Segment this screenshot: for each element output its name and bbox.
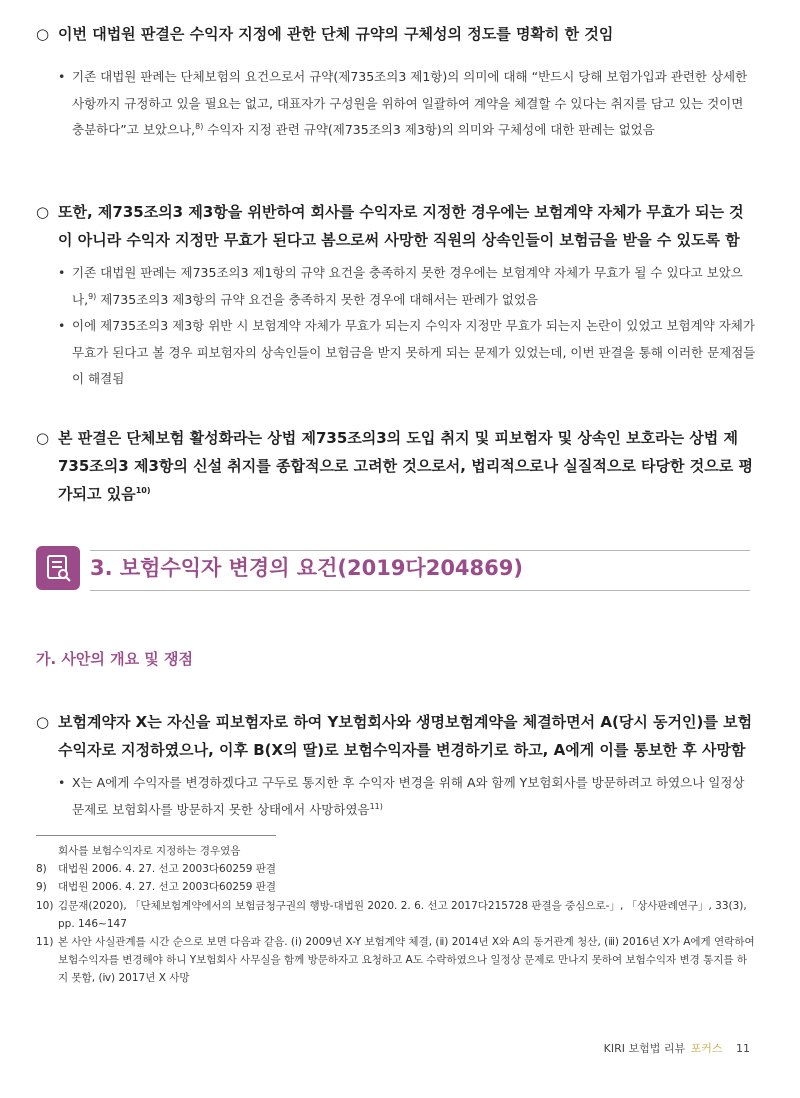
list-item: • 기존 대법원 판례는 제735조의3 제1항의 규약 요건을 충족하지 못한 경우에는 보험계약 자체가 무효가 될 수 있다고 보았으나,$^{9)}$ 제735조의3 제3항의 규약 요건을 충족하지 못한 경우에 대해서는 판례가 없었음 [36,260,756,313]
paragraph-1-bullets [36,64,756,144]
dot-bullet-icon: • [58,775,66,790]
footnote-ref[interactable]: 9) [88,291,97,301]
footnote-ref[interactable]: 11) [369,801,383,811]
paragraph-2-bullets [36,260,756,393]
section-header [36,540,750,594]
footnote-9: 9) 대법원 2006. 4. 27. 선고 2003다60259 판결 [36,881,277,894]
list-item: • 이에 제735조의3 제3항 위반 시 보험계약 자체가 무효가 되는지 수익자 지정만 무효가 되는지 논란이 있었고 보험계약 자체가 무효가 된다고 볼 경우 피보험자의 상속인들이 보험금을 받지 못하게 되는 문제가 있었는데, 이번 판결을 통해 이러한 문제점들이 해결됨 [36,313,756,393]
section-title: 3. 보험수익자 변경의 요건(2019다204869) [90,556,523,580]
paragraph-1 [36,20,756,48]
footnotes [36,842,756,988]
footnote-ref[interactable]: 10) [135,486,151,495]
footnote-continuation: 회사를 보험수익자로 지정하는 경우였음 [58,845,241,857]
subheading: 가. 사안의 개요 및 쟁점 [36,650,193,668]
paragraph-3-text: 본 판결은 단체보험 활성화라는 상법 제735조의3의 도입 취지 및 피보험자 및 상속인 보호라는 상법 제735조의3 제3항의 신설 취지를 종합적으로 고려한 것으로서, 법리적으로나 실질적으로 타당한 것으로 평가되고 있음 [58,429,753,503]
section-bottom-rule [90,590,750,591]
document-search-icon [36,546,80,590]
section-top-rule [90,550,750,551]
footnote-11: 11) 본 사안 사실관계를 시간 순으로 보면 다음과 같음. (ⅰ) 2009년 X-Y 보험계약 체결, (ⅱ) 2014년 X와 A의 동거관계 청산, (ⅲ) 2016년 X가 A에게 연락하여 보험수익자를 변경해야 하니 Y보험회사 사무실을 함께 방문하자고 요청하고 A도 수락하였으나 일정상 문제로 만나지 못하여 보험수익자 변경 통지를 하지 못함, (ⅳ) 2017년 X 사망 [36,936,755,985]
circle-bullet-icon: ○ [36,429,50,447]
footnote-10: 10) 김문재(2020), 「단체보험계약에서의 보험금청구권의 행방-대법원 2020. 2. 6. 선고 2017다215728 판결을 중심으로-」, 「상사판례연구」, 33(3), pp. 146~147 [36,899,747,930]
dot-bullet-icon: • [58,318,66,333]
paragraph-4-text: 보험계약자 X는 자신을 피보험자로 하여 Y보험회사와 생명보험계약을 체결하면서 A(당시 동거인)를 보험수익자로 지정하였으나, 이후 B(X의 딸)로 보험수익자를 변경하기로 하고, A에게 이를 통보한 후 사망함 [58,713,753,759]
paragraph-1-text: 이번 대법원 판결은 수익자 지정에 관한 단체 규약의 구체성의 정도를 명확히 한 것임 [58,25,614,43]
footnote-divider [36,835,276,836]
dot-bullet-icon: • [58,69,66,84]
paragraph-2-text: 또한, 제735조의3 제3항을 위반하여 회사를 수익자로 지정한 경우에는 보험계약 자체가 무효가 되는 것이 아니라 수익자 지정만 무효가 된다고 봄으로써 사망한 직원의 상속인들이 보험금을 받을 수 있도록 함 [58,203,744,249]
section-label: 포커스 [690,1042,723,1055]
page-number: 11 [736,1042,750,1055]
page-footer [604,1040,750,1056]
journal-name: KIRI 보험법 리뷰 [603,1042,686,1055]
paragraph-2 [36,198,756,254]
list-item: • 기존 대법원 판례는 단체보험의 요건으로서 규약(제735조의3 제1항)의 의미에 대해 “반드시 당해 보험가입과 관련한 상세한 사항까지 규정하고 있을 필요는 없고, 대표자가 구성원을 위하여 일괄하여 계약을 체결할 수 있다는 취지를 담고 있는 것이면 충분하다”고 보았으나,$^{8)}$ 수익자 지정 관련 규약(제735조의3 제3항)의 의미와 구체성에 대한 판례는 없었음 [36,64,756,144]
circle-bullet-icon: ○ [36,203,50,221]
footnote-8: 8) 대법원 2006. 4. 27. 선고 2003다60259 판결 [36,863,277,876]
circle-bullet-icon: ○ [36,713,50,731]
paragraph-3 [36,424,756,508]
list-item: • X는 A에게 수익자를 변경하겠다고 구두로 통지한 후 수익자 변경을 위해 A와 함께 Y보험회사를 방문하려고 하였으나 일정상 문제로 보험회사를 방문하지 못한 상태에서 사망하였음$^{11)}$ [36,770,756,823]
dot-bullet-icon: • [58,265,66,280]
footnote-ref[interactable]: 8) [195,121,204,131]
paragraph-4-bullets [36,770,756,823]
circle-bullet-icon: ○ [36,25,50,43]
paragraph-4 [36,708,756,764]
